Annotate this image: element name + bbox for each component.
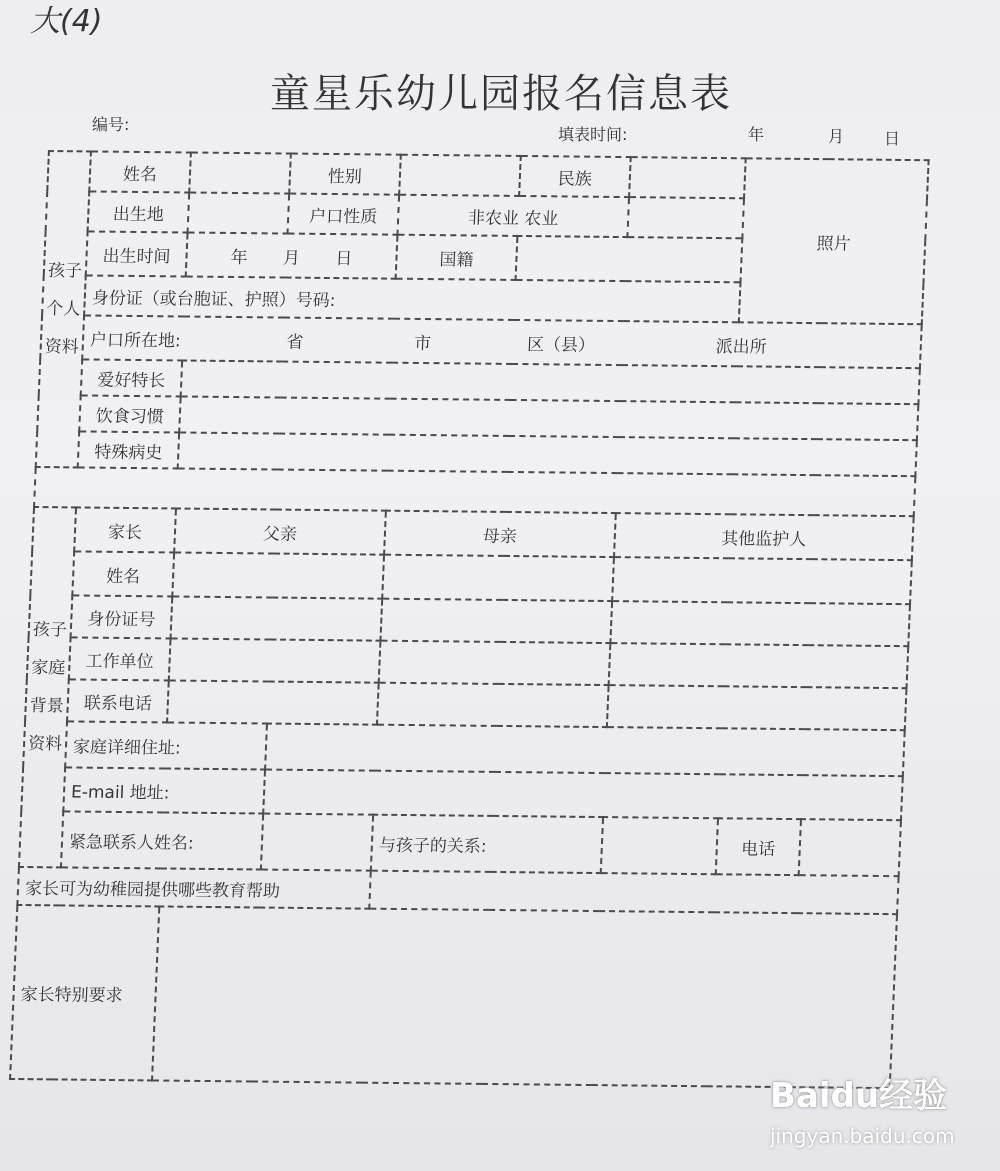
special-request-label: 家长特别要求: [10, 905, 159, 1080]
guardian-phone-field[interactable]: [607, 685, 907, 730]
guardian-header: 其他监护人: [614, 513, 914, 560]
father-phone-field[interactable]: [167, 680, 379, 724]
father-header: 父亲: [174, 508, 386, 554]
handwritten-note: 大(4): [30, 4, 103, 39]
form-title: 童星乐幼儿园报名信息表: [270, 71, 732, 117]
education-help-label: 家长可为幼稚园提供哪些教育帮助: [17, 867, 370, 909]
photo-box[interactable]: 照片: [739, 158, 929, 324]
education-help-field[interactable]: [369, 871, 898, 915]
email-label: E-mail 地址:: [63, 767, 265, 813]
registration-form: [9, 150, 928, 1089]
parent-id-label: 身份证号: [71, 595, 173, 638]
fill-date-year: 年: [748, 125, 765, 144]
birthplace-label: 出生地: [88, 191, 190, 232]
gender-label: 性别: [289, 154, 401, 195]
registration-table: [9, 150, 930, 1089]
home-address-label: 家庭详细住址:: [65, 721, 267, 769]
birthplace-field[interactable]: [188, 192, 290, 233]
work-unit-label: 工作单位: [69, 637, 171, 680]
birth-date-label: 出生时间: [86, 231, 188, 276]
baidu-watermark-url: jingyan.baidu.com: [770, 1124, 955, 1148]
hukou-type-label: 户口性质: [288, 194, 400, 235]
number-label: 编号:: [92, 115, 130, 134]
family-section-label: 孩子家庭背景资料: [19, 507, 76, 867]
nationality-field[interactable]: [516, 236, 743, 282]
mother-id-field[interactable]: [380, 599, 612, 643]
province-label: 省: [286, 332, 304, 353]
home-address-field[interactable]: [265, 724, 905, 777]
email-field[interactable]: [263, 770, 903, 821]
fill-date-month: 月: [828, 127, 845, 146]
father-name-field[interactable]: [172, 552, 384, 598]
parent-name-label: 姓名: [72, 551, 174, 596]
diet-label: 饮食习惯: [79, 395, 180, 432]
emergency-tel-label: 电话: [716, 818, 801, 875]
mother-phone-field[interactable]: [377, 683, 609, 727]
gender-field[interactable]: [399, 155, 521, 196]
fill-date-label: 填表时间:: [558, 125, 628, 144]
birth-date-field[interactable]: 年 月 日: [186, 232, 398, 278]
special-request-field[interactable]: [152, 906, 897, 1088]
father-work-field[interactable]: [169, 638, 381, 682]
hukou-location-label: 户口所在地:: [89, 330, 182, 351]
id-number-label[interactable]: 身份证（或台胞证、护照）号码:: [84, 275, 740, 322]
guardian-name-field[interactable]: [612, 557, 912, 604]
fill-date-day: 日: [884, 129, 901, 148]
nationality-label: 国籍: [396, 235, 518, 280]
city-label: 市: [413, 333, 432, 354]
child-section-label: 孩子个人资料: [36, 151, 91, 467]
mother-work-field[interactable]: [379, 641, 611, 685]
relation-field[interactable]: [601, 817, 718, 874]
district-label: 区（县）: [526, 334, 596, 356]
child-name-label: 姓名: [89, 151, 191, 192]
ethnicity-field[interactable]: [629, 157, 746, 198]
baidu-watermark: Baidu经验: [770, 1076, 948, 1116]
hukou-type-extra[interactable]: [627, 197, 744, 238]
relation-label: 与孩子的关系:: [371, 815, 603, 873]
mother-header: 母亲: [384, 511, 616, 557]
child-name-field[interactable]: [189, 152, 291, 193]
emergency-tel-field[interactable]: [799, 819, 901, 876]
hukou-type-options[interactable]: 非农业 农业: [397, 195, 629, 237]
illness-label: 特殊病史: [78, 431, 179, 468]
ethnicity-label: 民族: [519, 156, 631, 197]
parent-label: 家长: [74, 507, 176, 552]
guardian-id-field[interactable]: [610, 601, 910, 646]
phone-label: 联系电话: [67, 679, 169, 722]
emergency-contact-label: 紧急联系人姓名:: [61, 811, 263, 869]
police-station-label: 派出所: [715, 336, 768, 358]
father-id-field[interactable]: [171, 596, 383, 640]
emergency-contact-field[interactable]: [261, 814, 373, 871]
mother-name-field[interactable]: [382, 555, 614, 601]
hobbies-label: 爱好特长: [81, 359, 182, 396]
guardian-work-field[interactable]: [609, 643, 909, 688]
